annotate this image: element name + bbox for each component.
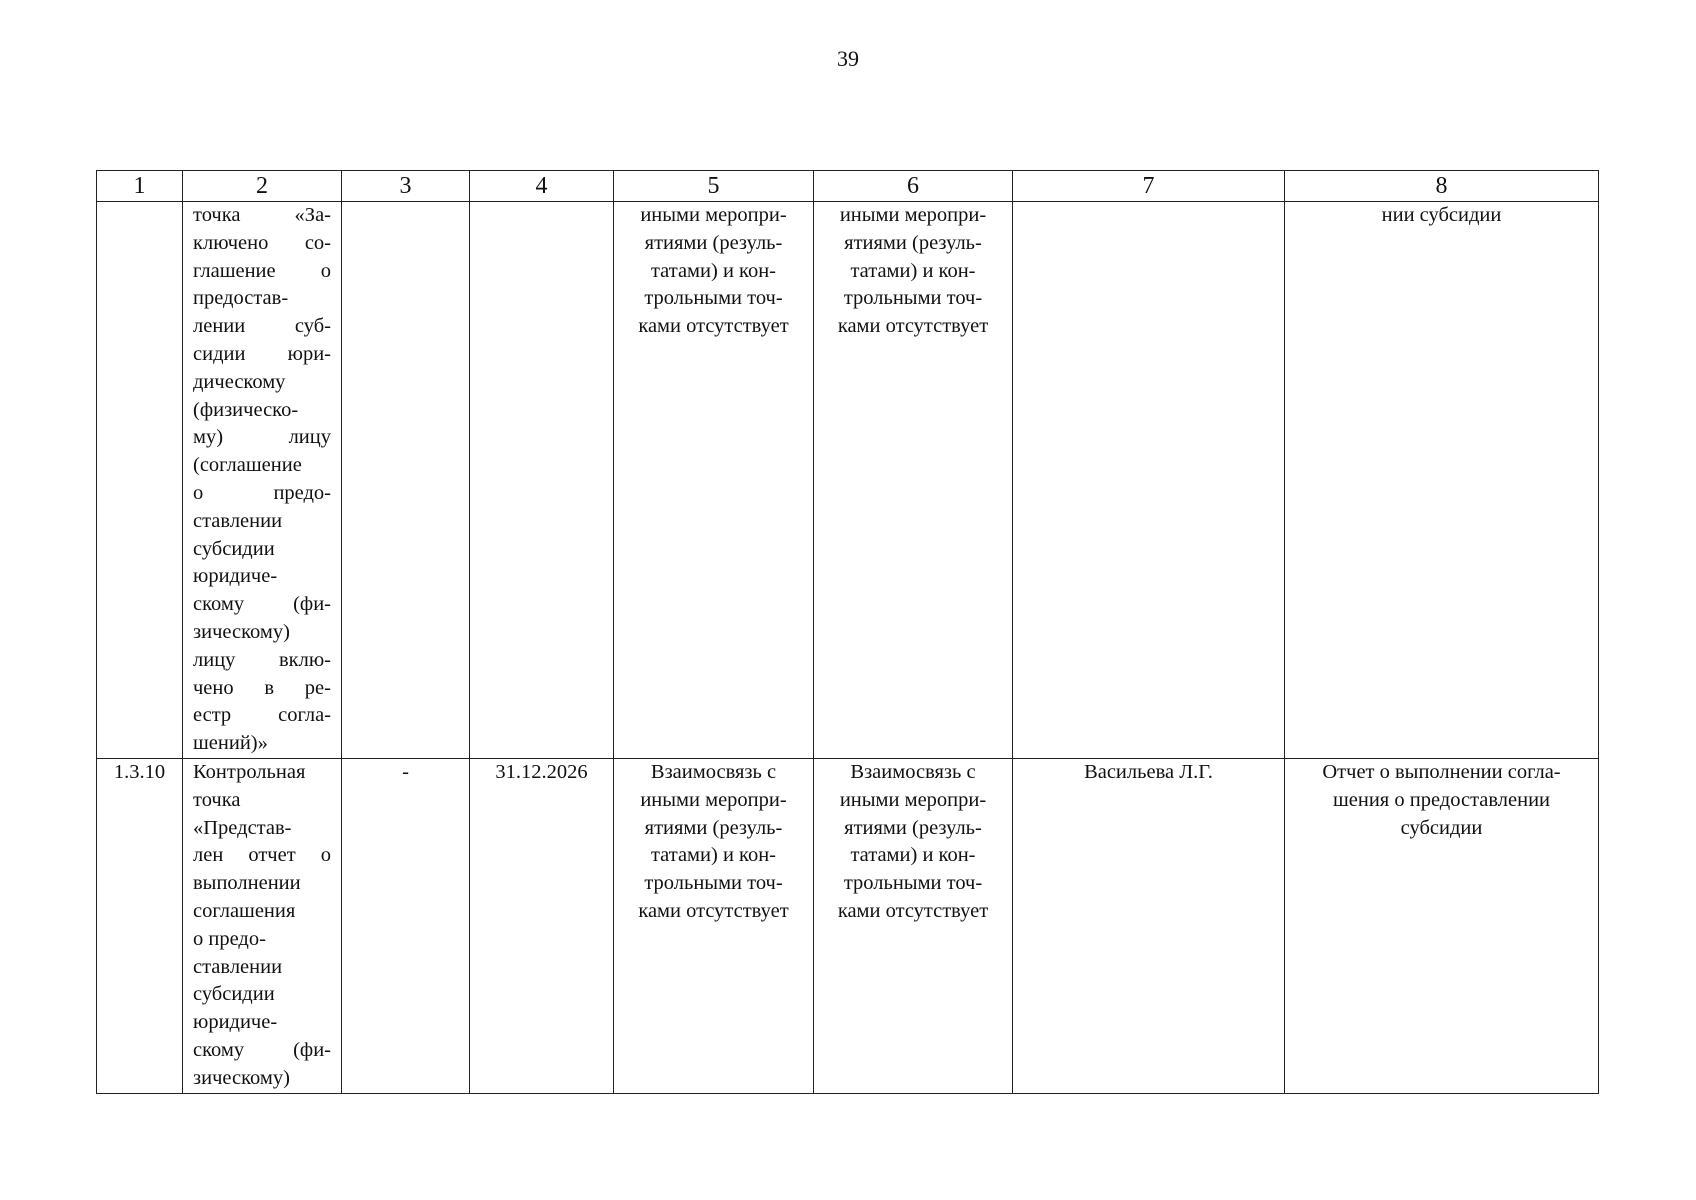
cell-line: выполнении	[193, 872, 301, 895]
cell-line: субсидии	[193, 983, 275, 1006]
cell-line: ками отсутствует	[638, 315, 789, 338]
cell-number	[97, 202, 183, 759]
cell-name	[183, 758, 342, 1093]
cell-line: нии субсидии	[1381, 204, 1502, 226]
cell-line: дическому	[193, 370, 286, 393]
cell-line: естр согла-	[193, 704, 331, 727]
cell-line: шения о предоставлении	[1332, 788, 1551, 811]
cell-relation-points	[814, 758, 1013, 1093]
cell-line: лен отчет о	[193, 844, 331, 867]
cell-line: зическому)	[193, 1066, 290, 1089]
cell-line: субсидии	[193, 537, 275, 560]
column-header-7: 7	[1013, 171, 1285, 202]
column-header-1: 1	[97, 171, 183, 202]
cell-line: (соглашение	[193, 454, 302, 477]
cell-line: ключено со-	[193, 231, 331, 254]
schedule-table	[96, 170, 1599, 1094]
cell-line: трольными точ-	[843, 287, 983, 310]
cell-line: татами) и кон-	[650, 259, 777, 282]
cell-line: точка	[193, 788, 241, 811]
cell-line: му) лицу	[193, 426, 331, 449]
cell-line: иными меропри-	[839, 204, 987, 226]
cell-line: иными меропри-	[640, 204, 787, 226]
cell-line: татами) и кон-	[850, 259, 976, 282]
cell-line: ставлении	[193, 955, 283, 978]
column-header-2: 2	[183, 171, 342, 202]
cell-line: ставлении	[193, 509, 283, 532]
cell-line: точка «За-	[193, 204, 331, 226]
cell-document	[1285, 202, 1599, 759]
cell-relation-points	[814, 202, 1013, 759]
cell-line: субсидии	[1400, 816, 1483, 839]
cell-line: ятиями (резуль-	[844, 816, 982, 839]
cell-line: лицу вклю-	[193, 648, 331, 671]
cell-line: шений)»	[193, 732, 268, 755]
table-row-continuation	[97, 202, 1599, 759]
cell-line: глашение о	[193, 259, 331, 282]
cell-line: трольными точ-	[644, 287, 783, 310]
cell-line: татами) и кон-	[650, 844, 777, 867]
cell-line: лении суб-	[193, 315, 331, 338]
cell-document	[1285, 758, 1599, 1093]
cell-line: о предо-	[193, 927, 266, 950]
cell-relation-activities	[614, 202, 814, 759]
cell-line: ятиями (резуль-	[844, 231, 982, 254]
table-row-1-3-10	[97, 758, 1599, 1093]
cell-end-date	[470, 202, 614, 759]
cell-line: соглашения	[193, 899, 296, 922]
cell-line: ками отсутствует	[638, 899, 789, 922]
cell-line: скому (фи-	[193, 1038, 331, 1061]
cell-line: татами) и кон-	[850, 844, 976, 867]
cell-line: ятиями (резуль-	[644, 816, 783, 839]
cell-line: трольными точ-	[843, 872, 983, 895]
cell-line: трольными точ-	[644, 872, 783, 895]
cell-line: Контрольная	[193, 760, 306, 783]
cell-line: юридиче-	[193, 1011, 278, 1034]
cell-responsible	[1013, 202, 1285, 759]
cell-number: 1.3.10	[97, 758, 183, 1093]
cell-line: ятиями (резуль-	[644, 231, 783, 254]
cell-line: иными меропри-	[839, 788, 987, 811]
cell-line: Отчет о выполнении согла-	[1322, 760, 1561, 783]
cell-line: предостав-	[193, 287, 289, 310]
cell-name	[183, 202, 342, 759]
cell-line: о предо-	[193, 481, 331, 504]
cell-line: «Представ-	[193, 816, 292, 839]
cell-line: ками отсутствует	[837, 899, 989, 922]
column-number-row	[97, 171, 1599, 202]
cell-line: Взаимосвязь с	[650, 760, 777, 783]
cell-line: юридиче-	[193, 565, 278, 588]
cell-line: ками отсутствует	[837, 315, 989, 338]
cell-line: скому (фи-	[193, 593, 331, 616]
column-header-6: 6	[814, 171, 1013, 202]
cell-line: чено в ре-	[193, 676, 331, 699]
cell-line: иными меропри-	[640, 788, 787, 811]
cell-start-date	[342, 202, 470, 759]
column-header-3: 3	[342, 171, 470, 202]
cell-responsible: Васильева Л.Г.	[1013, 758, 1285, 1093]
cell-line: сидии юри-	[193, 342, 331, 365]
column-header-8: 8	[1285, 171, 1599, 202]
cell-relation-activities	[614, 758, 814, 1093]
column-header-4: 4	[470, 171, 614, 202]
cell-end-date: 31.12.2026	[470, 758, 614, 1093]
page-number: 39	[837, 46, 859, 71]
cell-start-date: -	[342, 758, 470, 1093]
cell-line: (физическо-	[193, 398, 299, 421]
cell-line: Взаимосвязь с	[850, 760, 976, 783]
column-header-5: 5	[614, 171, 814, 202]
cell-line: зическому)	[193, 620, 290, 643]
